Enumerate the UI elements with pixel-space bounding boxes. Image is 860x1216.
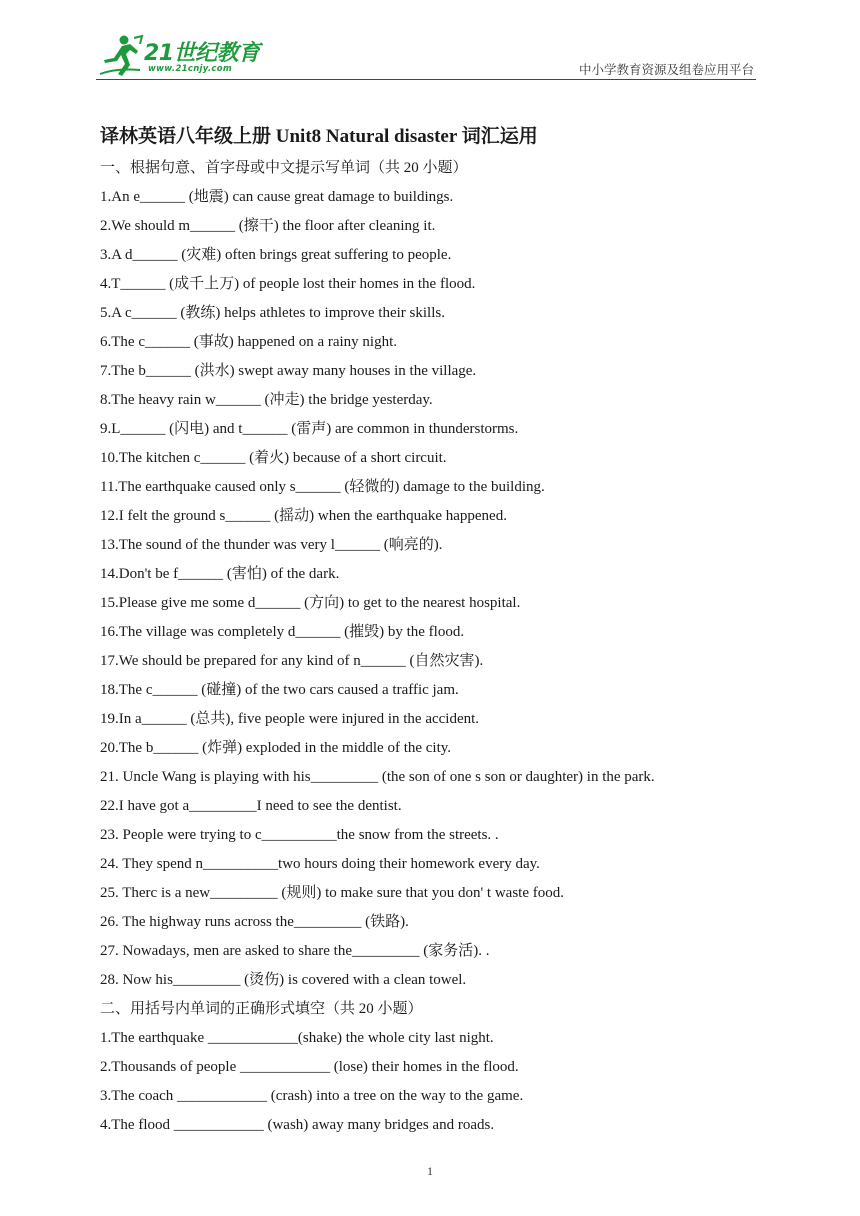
question-item: 8.The heavy rain w______ (冲走) the bridge yesterday. [100,392,433,408]
question-item: 3.The coach ____________ (crash) into a tree on the way to the game. [100,1088,524,1104]
question-item: 6.The c______ (事故) happened on a rainy night. [100,334,398,350]
question-item: 17.We should be prepared for any kind of n______ (自然灾害). [100,653,484,669]
header-divider [96,79,756,80]
question-item: 2.Thousands of people ____________ (lose) their homes in the flood. [100,1059,519,1075]
question-item: 9.L______ (闪电) and t______ (雷声) are common in thunderstorms. [100,421,519,437]
question-item: 2.We should m______ (擦干) the floor after cleaning it. [100,218,436,234]
question-item: 15.Please give me some d______ (方向) to get to the nearest hospital. [100,595,521,611]
question-item: 1.The earthquake ____________(shake) the whole city last night. [100,1030,494,1046]
question-item: 19.In a______ (总共), five people were injured in the accident. [100,711,480,727]
question-item: 26. The highway runs across the_________ (铁路). [100,914,409,930]
platform-name: 中小学教育资源及组卷应用平台 [578,62,754,77]
runner-icon [96,34,146,78]
section-1-heading: 一、根据句意、首字母或中文提示写单词（共 20 小题） [100,160,468,176]
question-item: 21. Uncle Wang is playing with his_________ (the son of one s son or daughter) in the park. [100,769,655,785]
section-2-questions [100,1024,760,1140]
page-header [96,30,756,82]
question-item: 11.The earthquake caused only s______ (轻微的) damage to the building. [100,479,545,495]
question-item: 3.A d______ (灾难) often brings great suffering to people. [100,247,452,263]
question-item: 7.The b______ (洪水) swept away many houses in the village. [100,363,477,379]
question-item: 13.The sound of the thunder was very l______ (响亮的). [100,537,443,553]
question-item: 14.Don't be f______ (害怕) of the dark. [100,566,340,582]
question-item: 25. Therc is a new_________ (规则) to make sure that you don' t waste food. [100,885,564,901]
question-item: 20.The b______ (炸弹) exploded in the middle of the city. [100,740,452,756]
worksheet [100,124,760,1140]
question-item: 23. People were trying to c__________the snow from the streets. . [100,827,499,843]
page-number: 1 [427,1164,433,1178]
question-item: 12.I felt the ground s______ (摇动) when the earthquake happened. [100,508,507,524]
question-item: 10.The kitchen c______ (着火) because of a short circuit. [100,450,447,466]
section-2-heading: 二、用括号内单词的正确形式填空（共 20 小题） [100,1001,423,1017]
question-item: 1.An e______ (地震) can cause great damage to buildings. [100,189,454,205]
logo-url: www.21cnjy.com [148,64,232,74]
question-item: 4.The flood ____________ (wash) away many bridges and roads. [100,1117,495,1133]
question-item: 27. Nowadays, men are asked to share the_________ (家务活). . [100,943,490,959]
question-item: 18.The c______ (碰撞) of the two cars caused a traffic jam. [100,682,459,698]
question-item: 5.A c______ (教练) helps athletes to improve their skills. [100,305,445,321]
question-item: 22.I have got a_________I need to see the dentist. [100,798,402,814]
logo-text: 21世纪教育 [144,41,260,66]
site-logo[interactable] [96,34,266,78]
question-item: 24. They spend n__________two hours doing their homework every day. [100,856,540,872]
section-1-questions [100,183,760,995]
page-title: 译林英语八年级上册 Unit8 Natural disaster 词汇运用 [100,126,538,147]
question-item: 28. Now his_________ (烫伤) is covered with a clean towel. [100,972,467,988]
question-item: 16.The village was completely d______ (摧毁) by the flood. [100,624,465,640]
question-item: 4.T______ (成千上万) of people lost their homes in the flood. [100,276,476,292]
